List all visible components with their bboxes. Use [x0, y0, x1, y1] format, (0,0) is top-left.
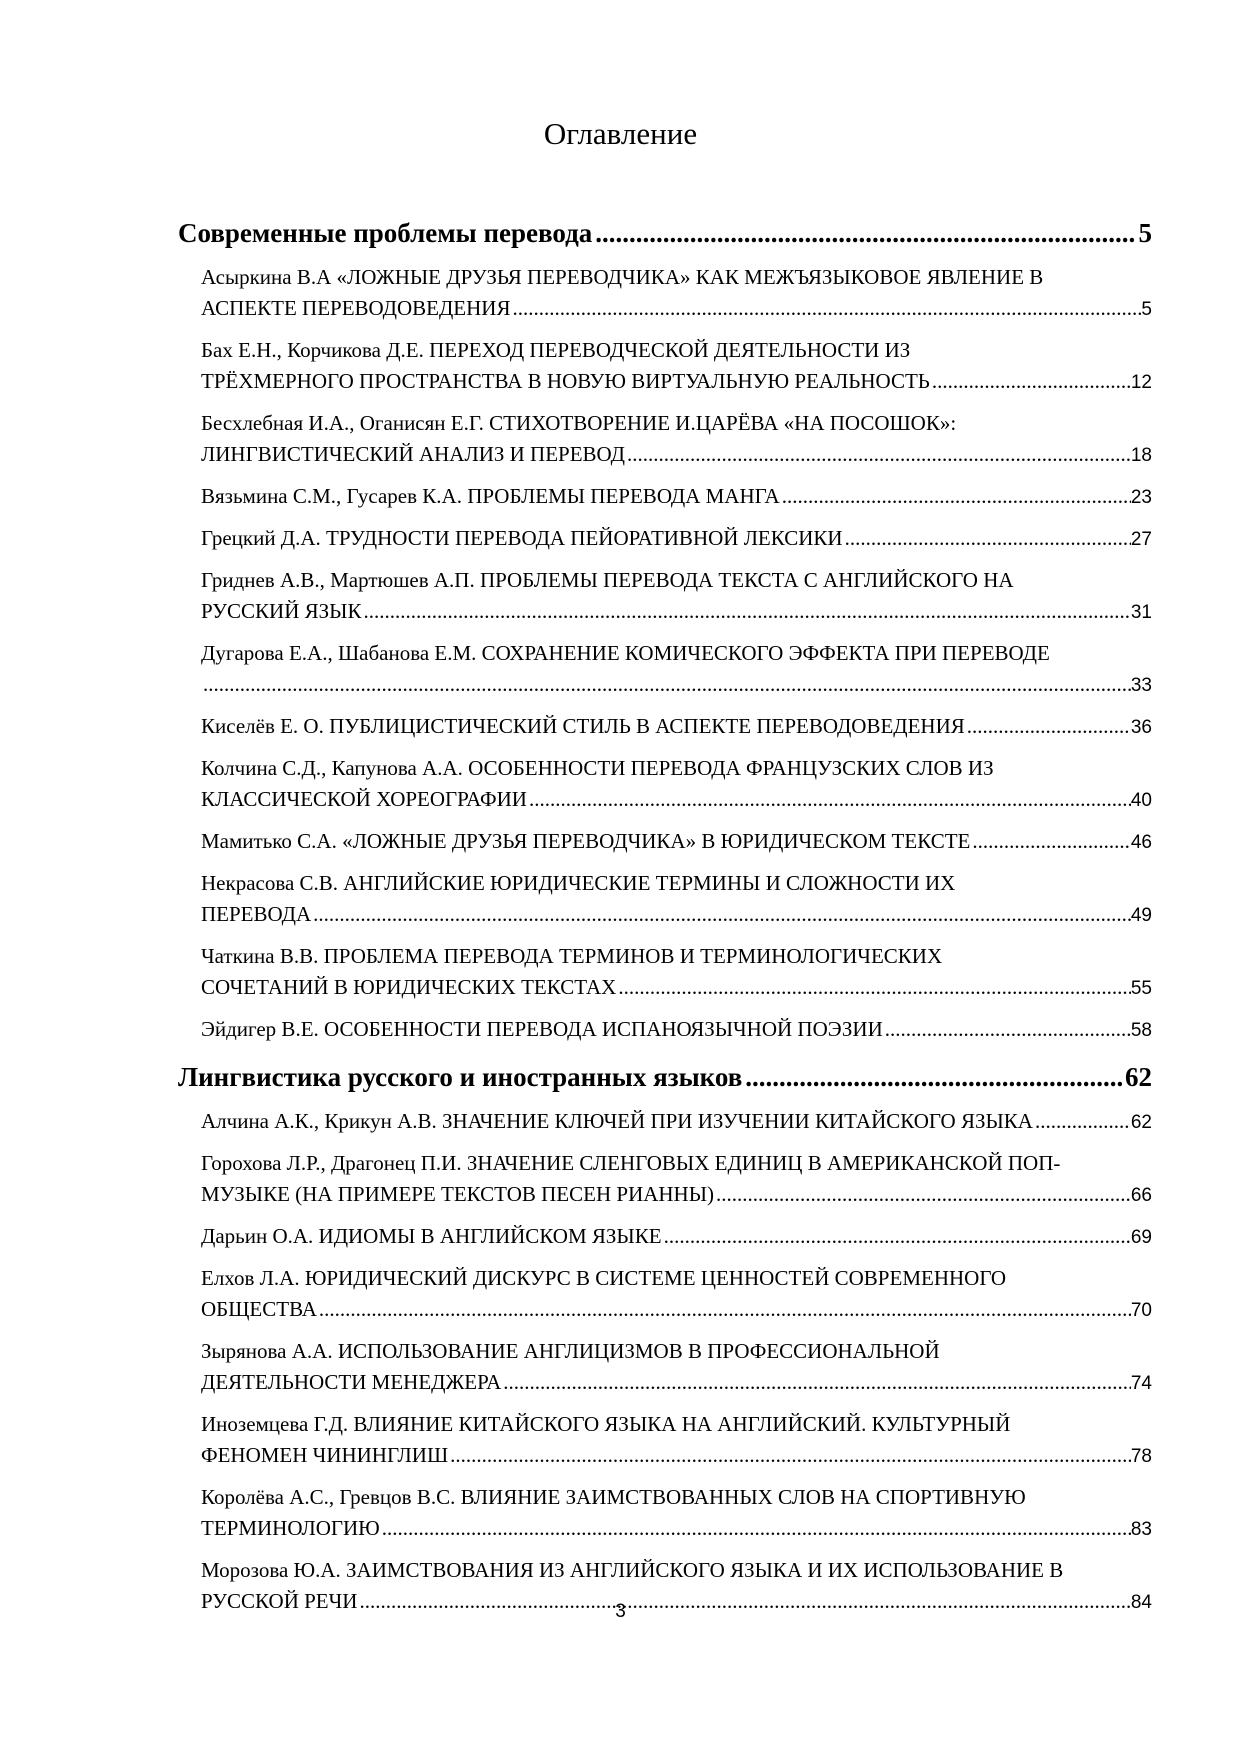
entry-page-number: 55 [1130, 978, 1152, 999]
toc-entry[interactable] [201, 1014, 1152, 1046]
entry-text-line: Асыркина В.А «ЛОЖНЫЕ ДРУЗЬЯ ПЕРЕВОДЧИКА» КАК МЕЖЪЯЗЫКОВОЕ ЯВЛЕНИЕ В [201, 265, 1044, 289]
entry-text-line: Гриднев А.В., Мартюшев А.П. ПРОБЛЕМЫ ПЕРЕВОДА ТЕКСТА С АНГЛИЙСКОГО НА [201, 568, 1014, 592]
entry-page-number: 83 [1130, 1519, 1152, 1540]
toc-entry[interactable] [201, 1263, 1152, 1326]
toc-entry[interactable] [201, 638, 1152, 701]
entry-text-line: Алчина А.К., Крикун А.В. ЗНАЧЕНИЕ КЛЮЧЕЙ ПРИ ИЗУЧЕНИИ КИТАЙСКОГО ЯЗЫКА [201, 1109, 1033, 1133]
entry-text-line: Бах Е.Н., Корчикова Д.Е. ПЕРЕХОД ПЕРЕВОДЧЕСКОЙ ДЕЯТЕЛЬНОСТИ ИЗ [201, 338, 911, 362]
toc-entry[interactable] [201, 711, 1152, 743]
entry-page-number: 84 [1130, 1592, 1152, 1613]
dot-leader [967, 711, 1131, 742]
dot-leader [972, 826, 1131, 857]
entry-text-line: РУССКОЙ РЕЧИ [201, 1589, 358, 1613]
toc-entry[interactable] [201, 1221, 1152, 1253]
dot-leader [595, 216, 1135, 250]
entry-text-line: Киселёв Е. О. ПУБЛИЦИСТИЧЕСКИЙ СТИЛЬ В АСПЕКТЕ ПЕРЕВОДОВЕДЕНИЯ [201, 714, 965, 738]
dot-leader [512, 293, 1141, 324]
page-number: 3 [615, 1601, 626, 1622]
entry-text-line: СОЧЕТАНИЙ В ЮРИДИЧЕСКИХ ТЕКСТАХ [201, 975, 617, 999]
toc-section-heading[interactable] [178, 1056, 1152, 1106]
section-page-number: 5 [1138, 218, 1152, 248]
entry-page-number: 74 [1130, 1373, 1152, 1394]
table-of-contents [178, 212, 1152, 1628]
toc-entry[interactable] [201, 523, 1152, 555]
entry-page-number: 62 [1130, 1112, 1152, 1133]
section-title: Современные проблемы перевода [178, 218, 593, 248]
entry-page-number: 70 [1130, 1300, 1152, 1321]
entry-page-number: 66 [1130, 1185, 1152, 1206]
dot-leader [450, 1440, 1131, 1471]
toc-entry[interactable] [201, 1409, 1152, 1472]
entry-page-number: 23 [1130, 487, 1152, 508]
entry-page-number: 49 [1130, 905, 1152, 926]
entry-page-number: 33 [1130, 675, 1152, 696]
toc-entry[interactable] [201, 1482, 1152, 1545]
entry-page-number: 46 [1130, 832, 1152, 853]
entry-text-line: Колчина С.Д., Капунова А.А. ОСОБЕННОСТИ ПЕРЕВОДА ФРАНЦУЗСКИХ СЛОВ ИЗ [201, 756, 994, 780]
toc-entry[interactable] [201, 826, 1152, 858]
toc-entry[interactable] [201, 481, 1152, 513]
dot-leader [319, 1294, 1131, 1325]
toc-section-heading[interactable] [178, 212, 1152, 262]
entry-text-line: ОБЩЕСТВА [201, 1297, 317, 1321]
toc-entry[interactable] [201, 262, 1152, 325]
dot-leader [627, 439, 1131, 470]
entry-text-line: Горохова Л.Р., Драгонец П.И. ЗНАЧЕНИЕ СЛЕНГОВЫХ ЕДИНИЦ В АМЕРИКАНСКОЙ ПОП- [201, 1151, 1061, 1175]
entry-text-line: Некрасова С.В. АНГЛИЙСКИЕ ЮРИДИЧЕСКИЕ ТЕРМИНЫ И СЛОЖНОСТИ ИХ [201, 871, 956, 895]
entry-text-line: Бесхлебная И.А., Оганисян Е.Г. СТИХОТВОРЕНИЕ И.ЦАРЁВА «НА ПОСОШОК»: [201, 411, 957, 435]
entry-text-line: КЛАССИЧЕСКОЙ ХОРЕОГРАФИИ [201, 787, 527, 811]
entry-page-number: 12 [1130, 372, 1152, 393]
entry-page-number: 18 [1130, 445, 1152, 466]
dot-leader [782, 481, 1131, 512]
entry-text-line: МУЗЫКЕ (НА ПРИМЕРЕ ТЕКСТОВ ПЕСЕН РИАННЫ) [201, 1182, 715, 1206]
page-title: Оглавление [543, 116, 698, 151]
toc-entry[interactable] [201, 1148, 1152, 1211]
dot-leader [716, 1179, 1131, 1210]
section-page-number: 62 [1125, 1062, 1152, 1092]
toc-entry[interactable] [201, 565, 1152, 628]
dot-leader [382, 1513, 1131, 1544]
dot-leader [932, 366, 1131, 397]
entry-text-line: РУССКИЙ ЯЗЫК [201, 599, 362, 623]
dot-leader [885, 1014, 1131, 1045]
entry-text-line: Эйдигер В.Е. ОСОБЕННОСТИ ПЕРЕВОДА ИСПАНОЯЗЫЧНОЙ ПОЭЗИИ [201, 1017, 883, 1041]
dot-leader [845, 523, 1131, 554]
entry-text-line: Иноземцева Г.Д. ВЛИЯНИЕ КИТАЙСКОГО ЯЗЫКА НА АНГЛИЙСКИЙ. КУЛЬТУРНЫЙ [201, 1412, 1011, 1436]
entry-text-line: Дарьин О.А. ИДИОМЫ В АНГЛИЙСКОМ ЯЗЫКЕ [201, 1224, 662, 1248]
entry-page-number: 27 [1130, 529, 1152, 550]
entry-text-line: Вязьмина С.М., Гусарев К.А. ПРОБЛЕМЫ ПЕРЕВОДА МАНГА [201, 484, 780, 508]
entry-text-line: ФЕНОМЕН ЧИНИНГЛИШ [201, 1443, 449, 1467]
section-title: Лингвистика русского и иностранных языков [178, 1062, 743, 1092]
toc-entry[interactable] [201, 941, 1152, 1004]
entry-page-number: 78 [1130, 1446, 1152, 1467]
entry-text-line: ТЕРМИНОЛОГИЮ [201, 1516, 380, 1540]
entry-text-line: Грецкий Д.А. ТРУДНОСТИ ПЕРЕВОДА ПЕЙОРАТИВНОЙ ЛЕКСИКИ [201, 526, 843, 550]
toc-entry[interactable] [201, 1336, 1152, 1399]
entry-text-line: Морозова Ю.А. ЗАИМСТВОВАНИЯ ИЗ АНГЛИЙСКОГО ЯЗЫКА И ИХ ИСПОЛЬЗОВАНИЕ В [201, 1558, 1064, 1582]
entry-page-number: 40 [1130, 790, 1152, 811]
entry-page-number: 69 [1130, 1227, 1152, 1248]
dot-leader [745, 1060, 1122, 1094]
entry-text-line: Мамитько С.А. «ЛОЖНЫЕ ДРУЗЬЯ ПЕРЕВОДЧИКА» В ЮРИДИЧЕСКОМ ТЕКСТЕ [201, 829, 971, 853]
dot-leader [203, 669, 1131, 700]
entry-text-line: Королёва А.С., Гревцов В.С. ВЛИЯНИЕ ЗАИМСТВОВАННЫХ СЛОВ НА СПОРТИВНУЮ [201, 1485, 1026, 1509]
dot-leader [529, 784, 1131, 815]
entry-page-number: 5 [1141, 299, 1152, 320]
section-entries [178, 262, 1152, 1046]
dot-leader [363, 596, 1130, 627]
entry-text-line: Дугарова Е.А., Шабанова Е.М. СОХРАНЕНИЕ КОМИЧЕСКОГО ЭФФЕКТА ПРИ ПЕРЕВОДЕ [201, 641, 1050, 665]
dot-leader [664, 1221, 1131, 1252]
entry-text-line: ЛИНГВИСТИЧЕСКИЙ АНАЛИЗ И ПЕРЕВОД [201, 442, 625, 466]
entry-page-number: 31 [1130, 602, 1152, 623]
toc-entry[interactable] [201, 335, 1152, 398]
entry-page-number: 36 [1130, 717, 1152, 738]
toc-entry[interactable] [201, 1106, 1152, 1138]
dot-leader [618, 972, 1131, 1003]
toc-entry[interactable] [201, 753, 1152, 816]
entry-text-line: Елхов Л.А. ЮРИДИЧЕСКИЙ ДИСКУРС В СИСТЕМЕ ЦЕННОСТЕЙ СОВРЕМЕННОГО [201, 1266, 1007, 1290]
entry-text-line: Зырянова А.А. ИСПОЛЬЗОВАНИЕ АНГЛИЦИЗМОВ В ПРОФЕССИОНАЛЬНОЙ [201, 1339, 940, 1363]
entry-text-line: ПЕРЕВОДА [201, 902, 312, 926]
toc-entry[interactable] [201, 408, 1152, 471]
dot-leader [1035, 1106, 1131, 1137]
entry-text-line: АСПЕКТЕ ПЕРЕВОДОВЕДЕНИЯ [201, 296, 511, 320]
entry-text-line: ДЕЯТЕЛЬНОСТИ МЕНЕДЖЕРА [201, 1370, 502, 1394]
entry-page-number: 58 [1130, 1020, 1152, 1041]
entry-text-line: Чаткина В.В. ПРОБЛЕМА ПЕРЕВОДА ТЕРМИНОВ И ТЕРМИНОЛОГИЧЕСКИХ [201, 944, 943, 968]
dot-leader [313, 899, 1131, 930]
toc-entry[interactable] [201, 868, 1152, 931]
section-entries [178, 1106, 1152, 1618]
dot-leader [503, 1367, 1131, 1398]
entry-text-line: ТРЁХМЕРНОГО ПРОСТРАНСТВА В НОВУЮ ВИРТУАЛЬНУЮ РЕАЛЬНОСТЬ [201, 369, 930, 393]
